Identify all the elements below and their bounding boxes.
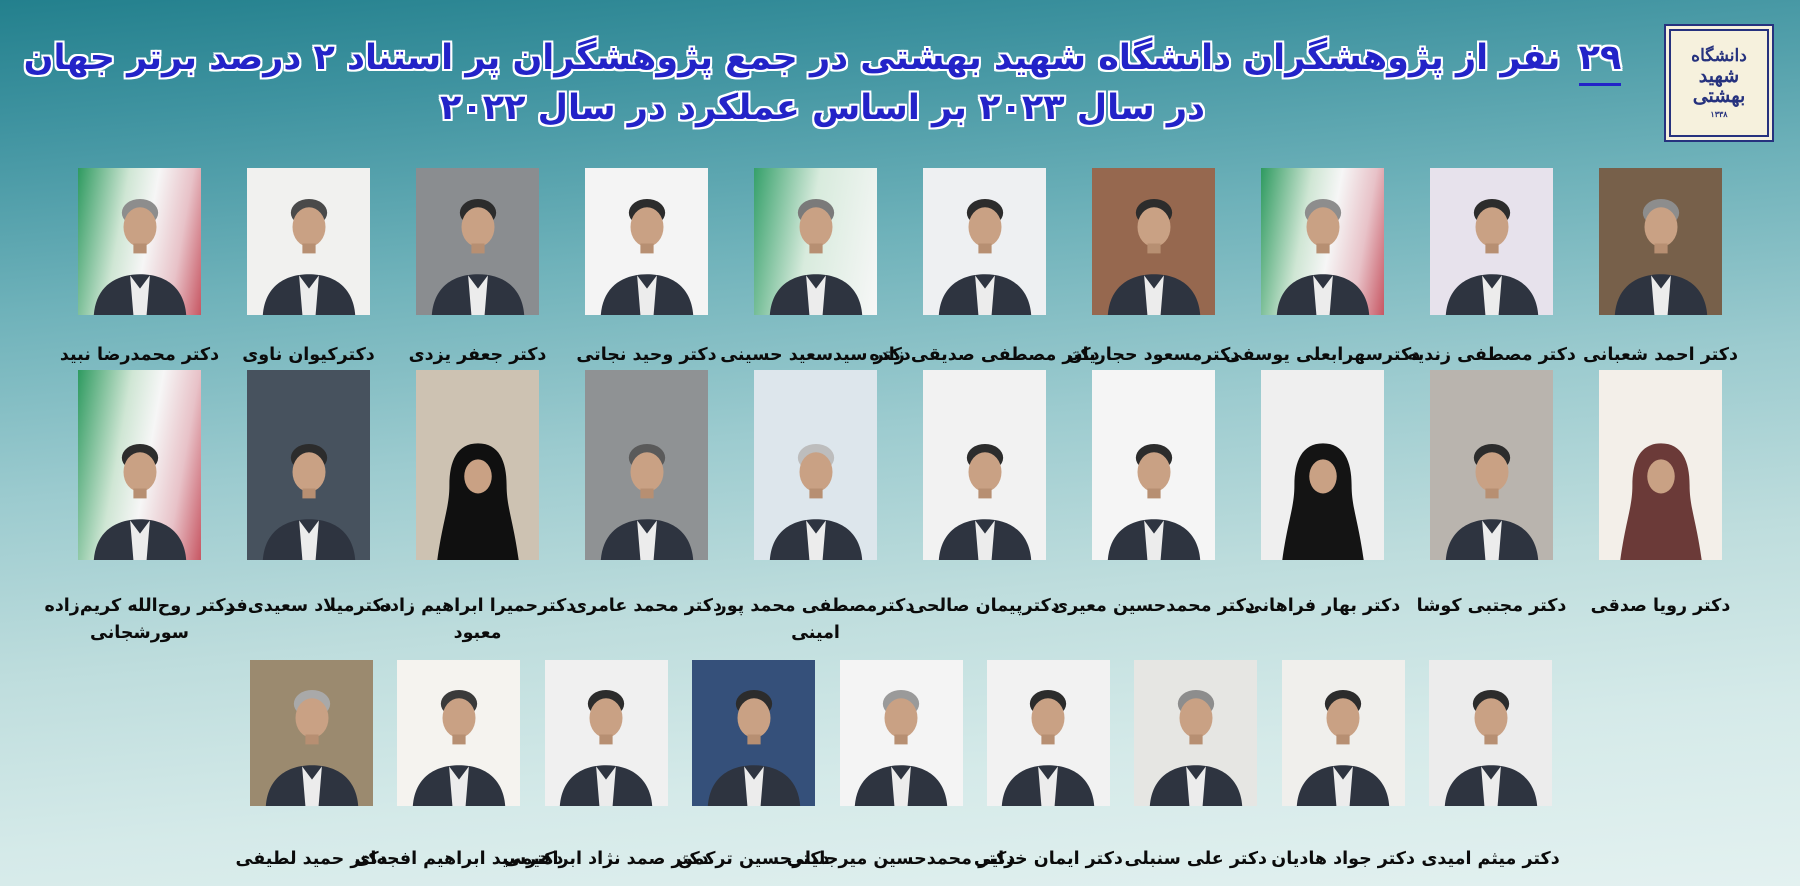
researcher-card: [720, 168, 911, 396]
man-silhouette-icon: [592, 183, 702, 315]
researcher-card: [1416, 370, 1567, 647]
researcher-card: [1421, 660, 1560, 873]
researcher-photo: [692, 660, 815, 806]
researcher-photo: [754, 168, 877, 315]
researcher-name: دکتر بهار فراهانی: [1244, 596, 1401, 616]
researcher-photo: [78, 370, 201, 560]
man-silhouette-icon: [404, 674, 514, 806]
man-silhouette-icon: [993, 674, 1103, 806]
researcher-name: دکترپیمان صالحی: [909, 596, 1060, 616]
researcher-photo: [754, 370, 877, 560]
researcher-name: دکترمیلاد سعیدی‌فر: [225, 596, 392, 616]
researcher-name: دکتر وحید نجاتی: [576, 345, 717, 365]
researcher-card: [1590, 370, 1731, 647]
researcher-photo: [840, 660, 963, 806]
man-silhouette-icon: [85, 183, 195, 315]
man-silhouette-icon: [1437, 428, 1547, 560]
researcher-row-1: [59, 168, 1738, 396]
researcher-name: دکتر جواد هادیان: [1271, 849, 1415, 869]
researcher-name: دکتر رویا صدقی: [1590, 596, 1731, 616]
man-silhouette-icon: [846, 674, 956, 806]
hijab-silhouette-icon: [1268, 428, 1378, 560]
researcher-name: دکتر مصطفی زندیه: [1407, 345, 1576, 365]
researcher-card: [909, 370, 1060, 647]
researcher-name: دکتر مجتبی کوشا: [1416, 596, 1567, 616]
researcher-name: دکتر روح‌الله کریم‌زاده سورشجانی: [44, 596, 235, 644]
researcher-name: دکترمصطفی محمد پور امینی: [716, 596, 915, 644]
researcher-name: دکترمسعود حجاریان: [1067, 345, 1240, 365]
researcher-card: [503, 660, 709, 873]
man-silhouette-icon: [592, 428, 702, 560]
researcher-name: دکتر جعفر یزدی: [408, 345, 547, 365]
researcher-photo: [1282, 660, 1405, 806]
man-silhouette-icon: [699, 674, 809, 806]
researcher-card: [1583, 168, 1738, 396]
researcher-card: [716, 370, 915, 647]
researcher-name: دکترسهرابعلی یوسفی: [1224, 345, 1421, 365]
researcher-photo: [1261, 370, 1384, 560]
man-silhouette-icon: [254, 183, 364, 315]
man-silhouette-icon: [761, 428, 871, 560]
researcher-name: دکترحمیرا ابراهیم زاده معبود: [379, 596, 576, 644]
researcher-name: دکتر احمد شعبانی: [1583, 345, 1738, 365]
researcher-card: [1224, 168, 1421, 396]
researcher-photo: [923, 370, 1046, 560]
logo-calligraphy: [1691, 47, 1747, 119]
researcher-name: دکترسید ابراهیم افجه‌ای: [354, 849, 564, 869]
man-silhouette-icon: [1436, 674, 1546, 806]
man-silhouette-icon: [1268, 183, 1378, 315]
researcher-name: دکتر محمدحسین معیری: [1052, 596, 1255, 616]
researcher-card: [1271, 660, 1415, 873]
researcher-photo: [585, 370, 708, 560]
logo-word-beheshti: بهشتی: [1692, 85, 1746, 108]
researcher-card: [1244, 370, 1401, 647]
researcher-name: دکتر مصطفی صدیقی زاده: [869, 345, 1100, 365]
researcher-name: دکتر علی سنبلی: [1124, 849, 1268, 869]
researcher-card: [235, 660, 388, 873]
researcher-photo: [250, 660, 373, 806]
researcher-card: [408, 168, 547, 396]
researcher-photo: [1092, 370, 1215, 560]
researcher-photo: [416, 168, 539, 315]
university-logo: [1664, 24, 1774, 142]
researcher-card: [44, 370, 235, 647]
poster-title: [15, 36, 1630, 131]
researcher-name: دکتر ایمان خزایی: [973, 849, 1123, 869]
man-silhouette-icon: [423, 183, 533, 315]
researcher-photo: [987, 660, 1110, 806]
researcher-photo: [1134, 660, 1257, 806]
man-silhouette-icon: [254, 428, 364, 560]
researcher-name: دکتر محمدرضا نبید: [59, 345, 220, 365]
researcher-photo: [78, 168, 201, 315]
man-silhouette-icon: [930, 428, 1040, 560]
researcher-card: [1067, 168, 1240, 396]
researcher-photo: [1599, 370, 1722, 560]
researcher-photo: [1429, 660, 1552, 806]
researcher-photo: [416, 370, 539, 560]
researcher-row-3: [235, 660, 1560, 873]
hijab-silhouette-icon: [423, 428, 533, 560]
researcher-card: [59, 168, 220, 396]
researcher-name: دکترحسین ترکمن: [677, 849, 830, 869]
researcher-photo: [1430, 168, 1553, 315]
man-silhouette-icon: [1606, 183, 1716, 315]
researcher-row-2: [44, 370, 1731, 647]
researcher-card: [1052, 370, 1255, 647]
researcher-photo: [545, 660, 668, 806]
man-silhouette-icon: [257, 674, 367, 806]
researcher-card: [379, 370, 576, 647]
title-text: نفر از پژوهشگران دانشگاه شهید بهشتی در جمع پژوهشگران پر استناد ۲ درصد برتر جهان در سال ۲۰۲۳ بر اساس عملکرد در سال ۲۰۲۲: [23, 38, 1561, 128]
man-silhouette-icon: [761, 183, 871, 315]
researcher-photo: [1261, 168, 1384, 315]
man-silhouette-icon: [85, 428, 195, 560]
title-count-number: ۲۹: [1579, 36, 1622, 86]
researcher-card: [571, 370, 722, 647]
researcher-card: [786, 660, 1016, 873]
researcher-name: دکتر صمد نژاد ابراهیمی: [503, 849, 709, 869]
researcher-photo: [247, 168, 370, 315]
man-silhouette-icon: [1099, 183, 1209, 315]
researcher-name: دکتر حمید لطیفی: [235, 849, 388, 869]
man-silhouette-icon: [551, 674, 661, 806]
researcher-name: دکتر میثم امیدی: [1421, 849, 1560, 869]
researcher-card: [1124, 660, 1268, 873]
researcher-name: دکتر سیدسعید حسینی: [720, 345, 911, 365]
researcher-card: [576, 168, 717, 396]
hijab-silhouette-icon: [1606, 428, 1716, 560]
researcher-card: [869, 168, 1100, 396]
researcher-card: [677, 660, 830, 873]
man-silhouette-icon: [1141, 674, 1251, 806]
researcher-photo: [247, 370, 370, 560]
researcher-photo: [397, 660, 520, 806]
man-silhouette-icon: [930, 183, 1040, 315]
researcher-name: دکترکیوان ناوی: [242, 345, 375, 365]
researcher-name: دکتر محمد عامری: [571, 596, 722, 616]
researcher-card: [1407, 168, 1576, 396]
researcher-card: [973, 660, 1123, 873]
researcher-card: [354, 660, 564, 873]
researcher-card: [225, 370, 392, 647]
man-silhouette-icon: [1288, 674, 1398, 806]
researcher-photo: [585, 168, 708, 315]
researcher-photo: [923, 168, 1046, 315]
researcher-photo: [1430, 370, 1553, 560]
researcher-card: [242, 168, 375, 396]
researcher-photo: [1092, 168, 1215, 315]
researcher-name: دکتر محمدحسین میرجلیلی: [786, 849, 1016, 869]
logo-founding-year: ۱۳۳۸: [1710, 109, 1728, 120]
man-silhouette-icon: [1099, 428, 1209, 560]
logo-word-shahid: شهید: [1698, 64, 1740, 87]
researcher-photo: [1599, 168, 1722, 315]
logo-word-daneshgah: دانشگاه: [1691, 45, 1747, 66]
man-silhouette-icon: [1437, 183, 1547, 315]
